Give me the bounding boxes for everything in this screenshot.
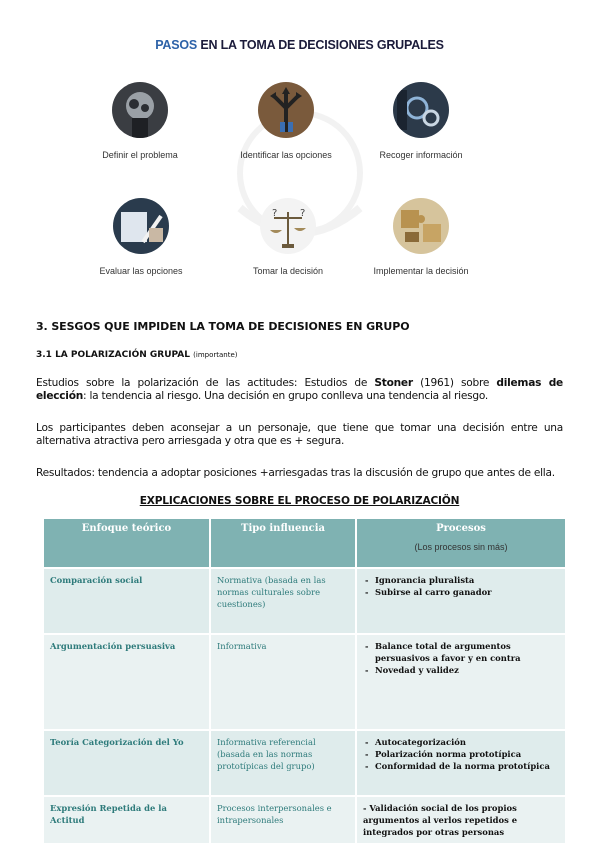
polarization-table xyxy=(44,519,567,843)
step-define-problem xyxy=(65,82,215,160)
step-label: Evaluar las opciones xyxy=(99,266,183,276)
step-label: Recoger información xyxy=(379,150,463,160)
table-row xyxy=(44,568,566,634)
table-row xyxy=(44,730,566,796)
table-row xyxy=(44,796,566,843)
brain-gears-icon xyxy=(112,82,168,138)
table-row xyxy=(44,634,566,730)
cell-procesos xyxy=(356,730,566,796)
cell-tipo: Informativa referencial (basada en las normas prototípicas del grupo) xyxy=(210,730,356,796)
pen-writing-icon xyxy=(113,198,169,254)
list-item: - Balance total de argumentos persuasivos a favor y en contra xyxy=(363,640,559,664)
cell-enfoque: Teoría Categorización del Yo xyxy=(44,730,210,796)
step-identify-options xyxy=(211,82,361,160)
cell-tipo: Informativa xyxy=(210,634,356,730)
header-procesos: Procesos (Los procesos sin más) xyxy=(356,519,566,568)
cell-procesos: - Validación social de los propios argumentos al verlos repetidos e integrados por otras personas xyxy=(356,796,566,843)
step-label: Tomar la decisión xyxy=(252,266,324,276)
svg-text:?: ? xyxy=(300,208,306,219)
step-label: Identificar las opciones xyxy=(240,150,332,160)
step-label: Implementar la decisión xyxy=(373,266,469,276)
list-item: - Autocategorización xyxy=(363,736,559,748)
cell-enfoque: Expresión Repetida de la Actitud xyxy=(44,796,210,843)
list-item: - Ignorancia pluralista xyxy=(363,574,559,586)
cell-tipo: Procesos interpersonales e intrapersonales xyxy=(210,796,356,843)
paragraph-results: Resultados: tendencia a adoptar posiciones +arriesgadas tras la discusión de grupo que antes de ella. xyxy=(36,467,555,479)
gears-icon xyxy=(393,82,449,138)
step-make-decision xyxy=(213,198,363,276)
step-label: Definir el problema xyxy=(102,150,178,160)
section-3-1-heading: 3.1 LA POLARIZACIÓN GRUPAL (importante) xyxy=(36,350,238,360)
list-item: - Subirse al carro ganador xyxy=(363,586,559,598)
branching-arrows-icon xyxy=(258,82,314,138)
cell-tipo: Normativa (basada en las normas culturales sobre cuestiones) xyxy=(210,568,356,634)
puzzle-icon xyxy=(393,198,449,254)
svg-text:?: ? xyxy=(272,208,278,219)
cell-enfoque: Argumentación persuasiva xyxy=(44,634,210,730)
list-item: - Novedad y validez xyxy=(363,664,559,676)
cell-procesos xyxy=(356,568,566,634)
step-gather-information xyxy=(346,82,496,160)
page-title: PASOS EN LA TOMA DE DECISIONES GRUPALES xyxy=(155,38,444,52)
table-title: EXPLICACIONES SOBRE EL PROCESO DE POLARIZACIÖN xyxy=(139,495,460,507)
header-tipo: Tipo influencia xyxy=(210,519,356,568)
step-evaluate-options xyxy=(66,198,216,276)
cell-procesos xyxy=(356,634,566,730)
section-3-heading: 3. SESGOS QUE IMPIDEN LA TOMA DE DECISIONES EN GRUPO xyxy=(36,320,410,333)
step-implement-decision xyxy=(346,198,496,276)
list-item: - Polarización norma prototípica xyxy=(363,748,559,760)
scales-icon xyxy=(260,198,316,254)
list-item: - Conformidad de la norma prototípica xyxy=(363,760,559,772)
paragraph-participants: Los participantes deben aconsejar a un personaje, que tiene que tomar una decisión entre una alternativa atractiva pero arriesgada y otra que es + segura. xyxy=(36,422,563,448)
paragraph-stoner: Estudios sobre la polarización de las actitudes: Estudios de Stoner (1961) sobre dilemas de elección: la tendencia al riesgo. Una decisión en grupo conlleva una tendencia al riesgo. xyxy=(36,377,563,403)
cell-enfoque: Comparación social xyxy=(44,568,210,634)
header-enfoque: Enfoque teórico xyxy=(44,519,210,568)
